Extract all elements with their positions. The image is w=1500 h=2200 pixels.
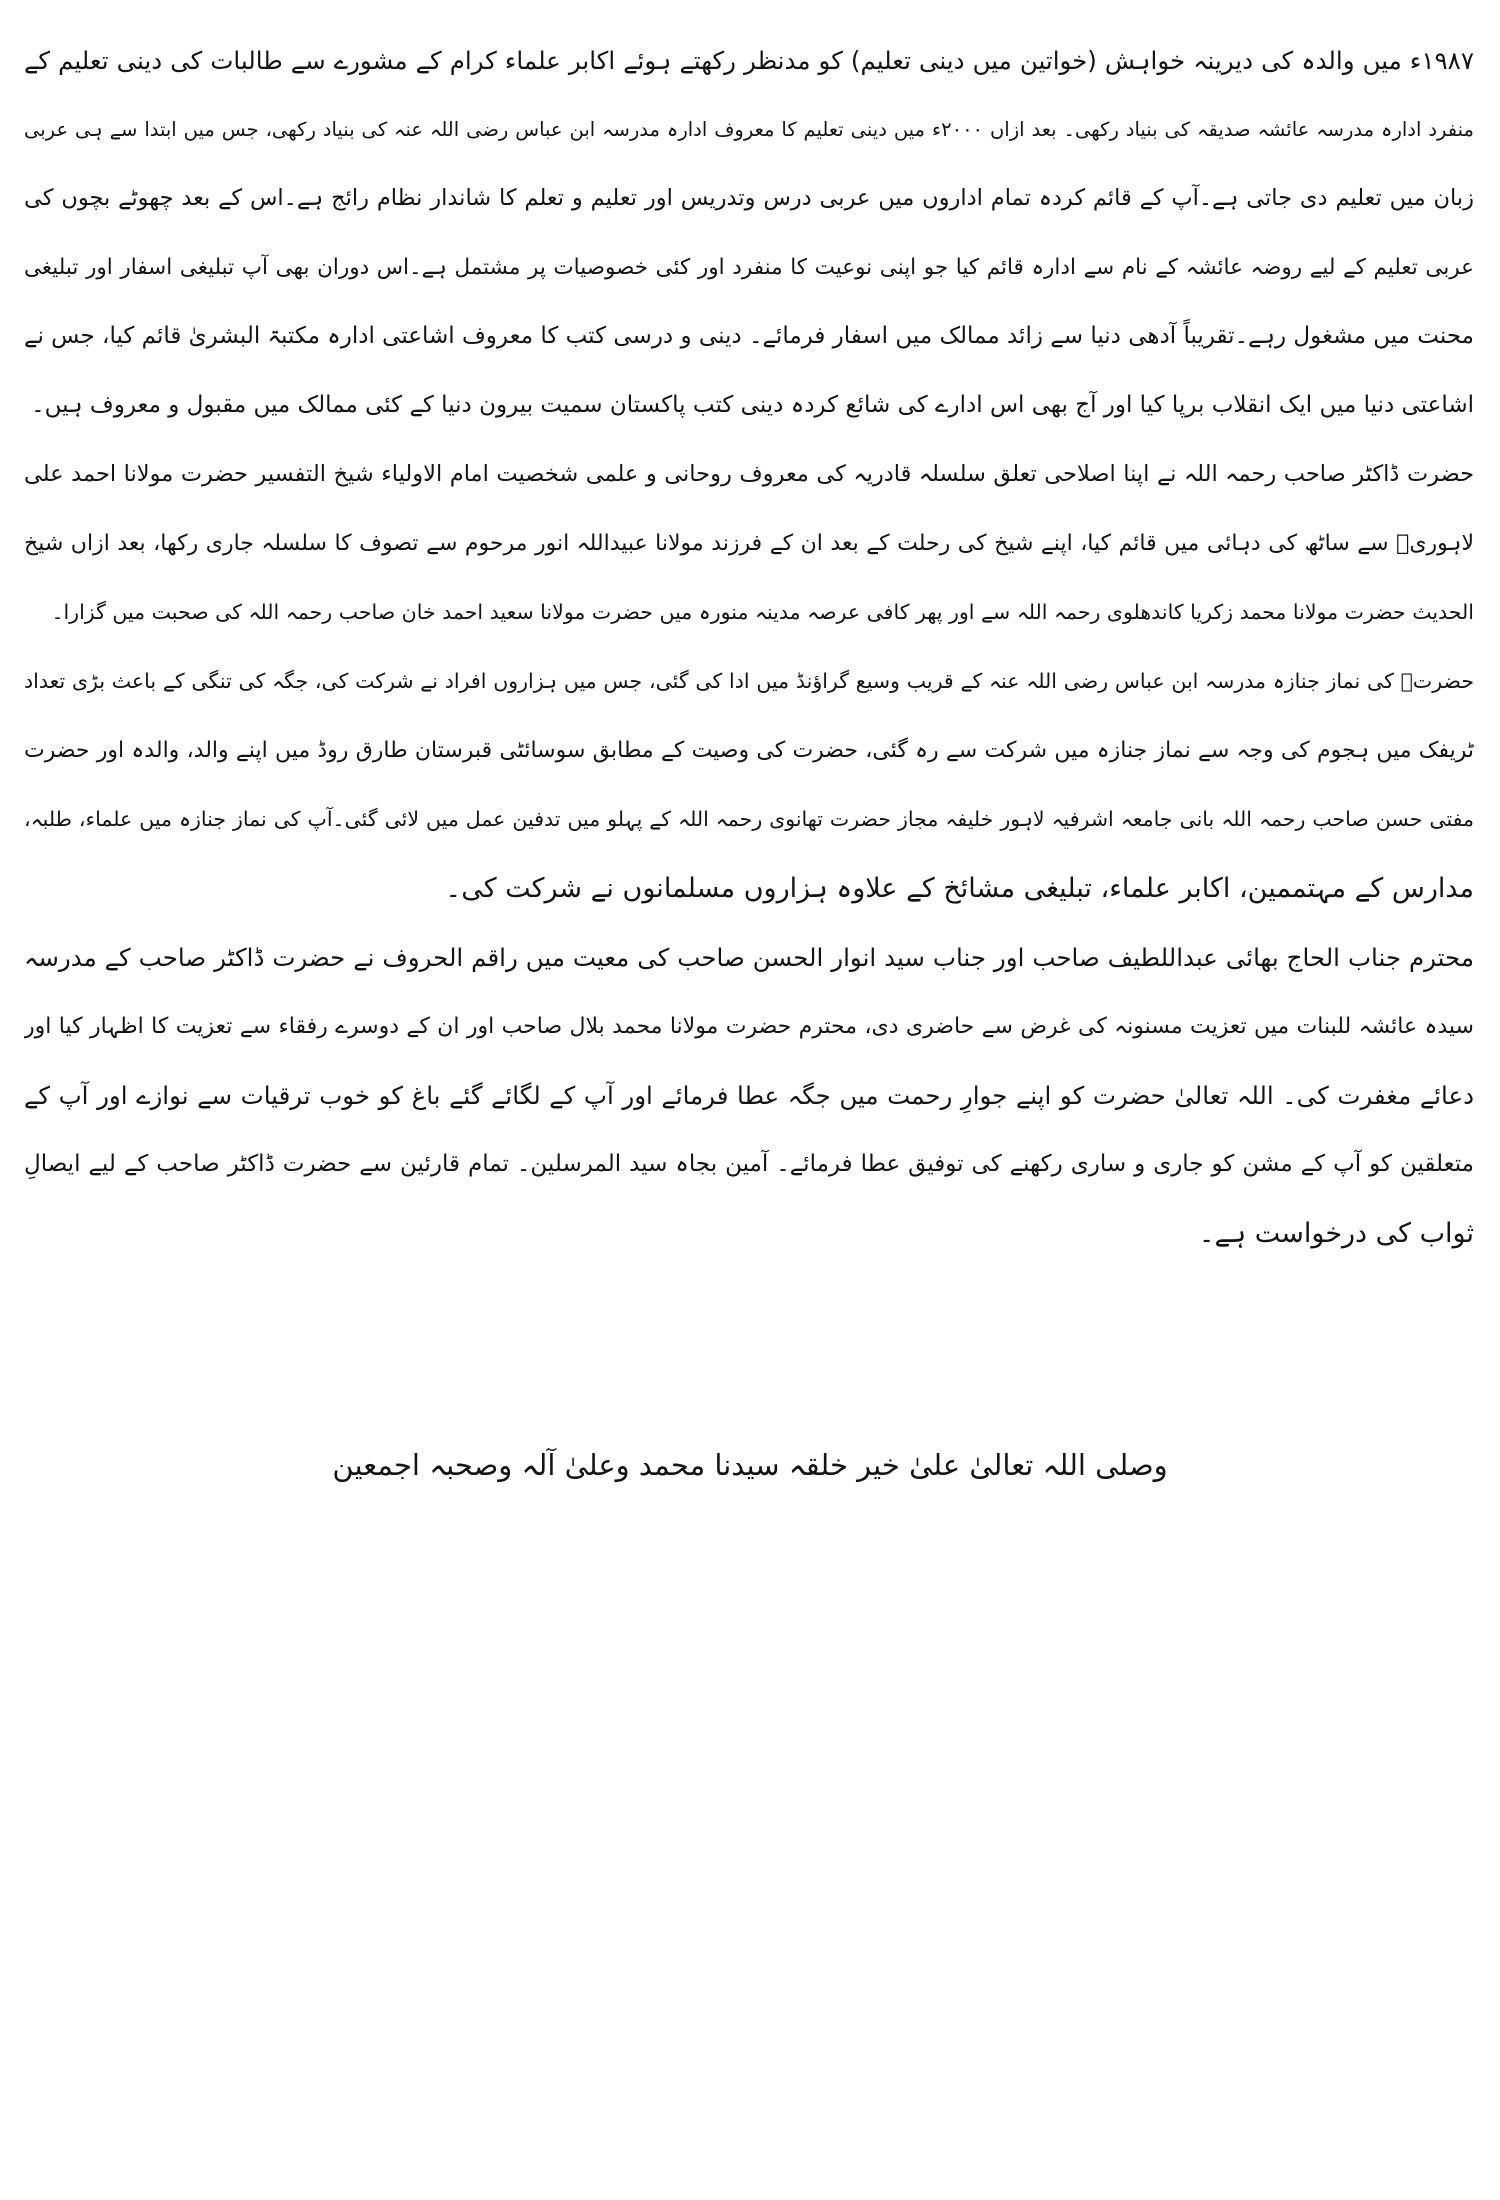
text-line: لاہوریؒ سے ساٹھ کی دہائی میں قائم کیا، اپنے شیخ کی رحلت کے بعد ان کے فرزند مولانا عبیداللہ انور مرحوم سے تصوف کا سلسلہ جاری رکھا، بعد ازاں شیخ (24, 531, 1474, 556)
closing-prayer: وصلی اللہ تعالیٰ علیٰ خیر خلقہ سیدنا محمد وعلیٰ آلہ وصحبہ اجمعین (332, 1448, 1168, 1482)
text-line: ۱۹۸۷ء میں والدہ کی دیرینہ خواہش (خواتین میں دینی تعلیم) کو مدنظر رکھتے ہوئے اکابر علماء کرام کے مشورے سے طالبات کی دینی تعلیم کے (24, 46, 1474, 75)
text-line: ٹریفک میں ہجوم کی وجہ سے نماز جنازہ میں شرکت سے رہ گئی، حضرت کی وصیت کے مطابق سوسائٹی قبرستان طارق روڈ میں اپنے والد، والدہ اور حضرت (24, 738, 1474, 763)
text-line: الحدیث حضرت مولانا محمد زکریا کاندھلوی رحمہ اللہ سے اور پھر کافی عرصہ مدینہ منورہ میں حضرت مولانا سعید احمد خان صاحب رحمہ اللہ کی صحبت میں گزارا۔ (51, 600, 1474, 624)
text-line: مدارس کے مہتممین، اکابر علماء، تبلیغی مشائخ کے علاوہ ہزاروں مسلمانوں نے شرکت کی۔ (445, 873, 1474, 904)
paragraph (24, 26, 1474, 440)
text-line: حضرت ڈاکٹر صاحب رحمہ اللہ نے اپنا اصلاحی تعلق سلسلہ قادریہ کی معروف روحانی و علمی شخصیت امام الاولیاء شیخ التفسیر حضرت مولانا احمد علی (24, 461, 1474, 487)
paragraph (24, 647, 1474, 923)
text-line: مفتی حسن صاحب رحمہ اللہ بانی جامعہ اشرفیہ لاہور خلیفہ مجاز حضرت تھانوی رحمہ اللہ کے پہلو میں تدفین عمل میں لائی گئی۔آپ کی نماز جنازہ میں علماء، طلبہ، (24, 807, 1474, 831)
text-line: حضرتؒ کی نماز جنازہ مدرسہ ابن عباس رضی اللہ عنہ کے قریب وسیع گراؤنڈ میں ادا کی گئی، جس میں ہزاروں افراد نے شرکت کی، جگہ کی تنگی کے باعث بڑی تعداد (24, 669, 1474, 693)
text-line: سیدہ عائشہ للبنات میں تعزیت مسنونہ کی غرض سے حاضری دی، محترم حضرت مولانا محمد بلال صاحب اور ان کے دوسرے رفقاء سے تعزیت کا اظہار کیا اور (24, 1014, 1474, 1039)
text-line: ثواب کی درخواست ہے۔ (1198, 1218, 1474, 1249)
text-line: دعائے مغفرت کی۔ اللہ تعالیٰ حضرت کو اپنے جوارِ رحمت میں جگہ عطا فرمائے اور آپ کے لگائے گئے باغ کو خوب ترقیات سے نوازے اور آپ کے (24, 1081, 1474, 1110)
text-line: محترم جناب الحاج بھائی عبداللطیف صاحب اور جناب سید انوار الحسن صاحب کی معیت میں راقم الحروف نے حضرت ڈاکٹر صاحب کے مدرسہ (24, 943, 1474, 972)
text-line: اشاعتی دنیا میں ایک انقلاب برپا کیا اور آج بھی اس ادارے کی شائع کردہ دینی کتب پاکستان سمیت بیرون دنیا کے کئی ممالک میں مقبول و معروف ہیں۔ (31, 392, 1474, 418)
article-body (24, 26, 1474, 1268)
paragraph (24, 923, 1474, 1268)
paragraph (24, 440, 1474, 647)
text-line: محنت میں مشغول رہے۔تقریباً آدھی دنیا سے زائد ممالک میں اسفار فرمائے۔ دینی و درسی کتب کا معروف اشاعتی ادارہ مکتبۃ البشریٰ قائم کیا، جس نے (24, 323, 1474, 349)
text-line: منفرد ادارہ مدرسہ عائشہ صدیقہ کی بنیاد رکھی۔ بعد ازاں ۲۰۰۰ء میں دینی تعلیم کا معروف ادارہ مدرسہ ابن عباس رضی اللہ عنہ کی بنیاد رکھی، جس میں ابتدا سے ہی عربی (24, 118, 1474, 141)
text-line: زبان میں تعلیم دی جاتی ہے۔آپ کے قائم کردہ تمام اداروں میں عربی درس وتدریس اور تعلیم و تعلم کا شاندار نظام رائج ہے۔اس کے بعد چھوٹے بچوں کی (24, 185, 1474, 211)
text-line: عربی تعلیم کے لیے روضہ عائشہ کے نام سے ادارہ قائم کیا جو اپنی نوعیت کا منفرد اور کئی خصوصیات پر مشتمل ہے۔اس دوران بھی آپ تبلیغی اسفار اور تبلیغی (24, 255, 1474, 280)
text-line: متعلقین کو آپ کے مشن کو جاری و ساری رکھنے کی توفیق عطا فرمائے۔ آمین بجاہ سید المرسلین۔ تمام قارئین سے حضرت ڈاکٹر صاحب کے لیے ایصالِ (24, 1151, 1474, 1177)
